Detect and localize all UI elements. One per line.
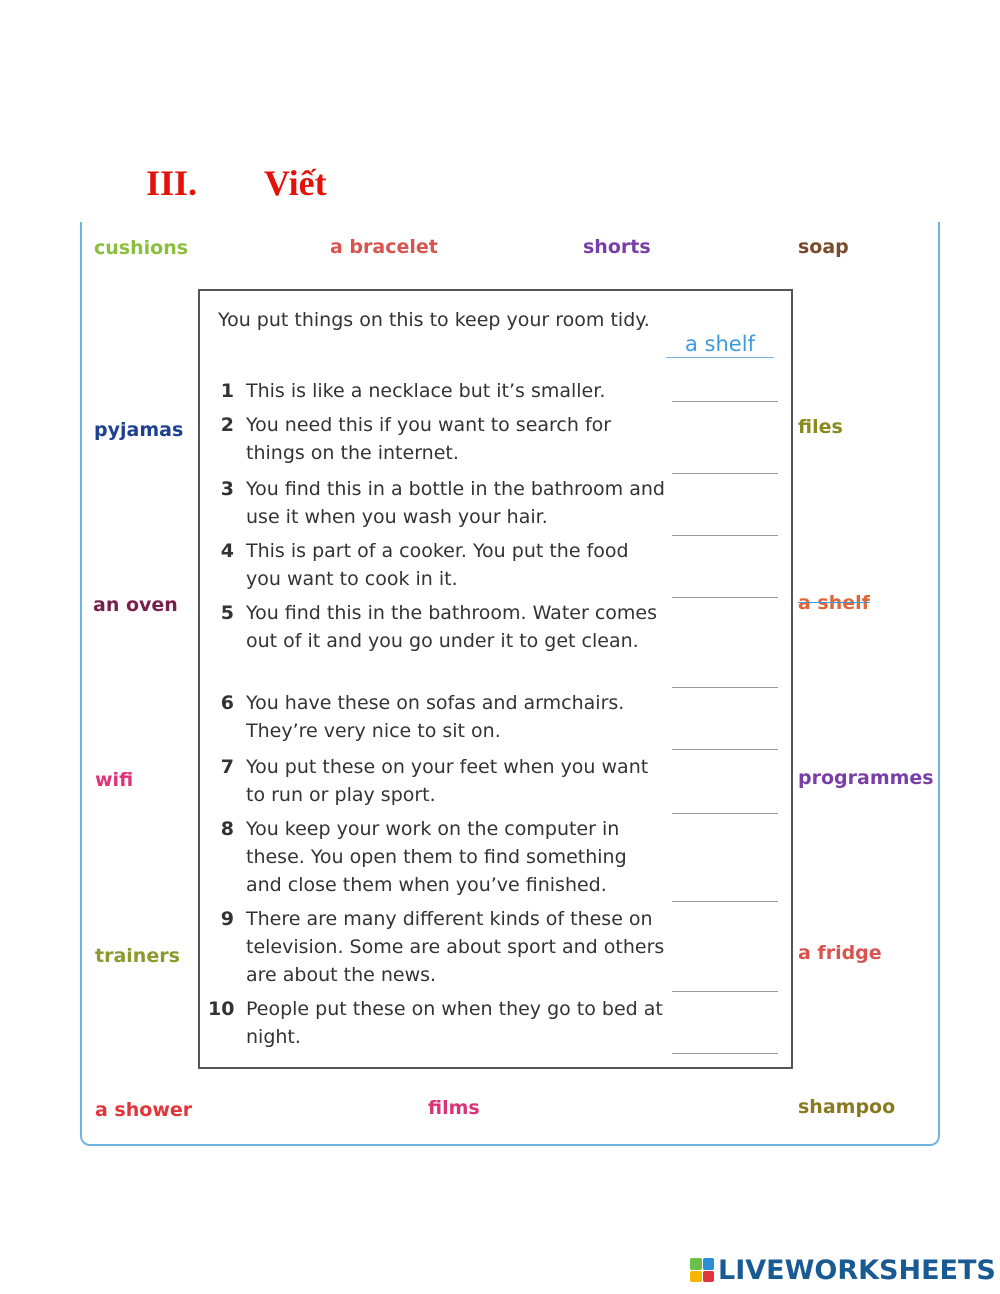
answer-input-9[interactable] [672, 967, 778, 992]
answer-input-5[interactable] [672, 663, 778, 688]
question-number: 8 [220, 818, 234, 840]
question-number: 1 [220, 380, 234, 402]
logo-text: LIVEWORKSHEETS [718, 1254, 996, 1286]
question-number: 4 [220, 540, 234, 562]
word-bank-item: pyjamas [94, 419, 184, 441]
word-bank-item: an oven [93, 594, 178, 616]
section-number: III. [146, 163, 198, 203]
answer-input-8[interactable] [672, 877, 778, 902]
example-question: You put things on this to keep your room tidy. [218, 309, 650, 331]
answer-input-7[interactable] [672, 789, 778, 814]
question-text: You find this in the bathroom. Water comes out of it and you go under it to get clean. [246, 602, 657, 652]
question-text: You put these on your feet when you want to run or play sport. [246, 756, 649, 806]
question-text: People put these on when they go to bed at night. [246, 998, 663, 1048]
question-number: 2 [220, 414, 234, 436]
answer-input-4[interactable] [672, 573, 778, 598]
question-text: This is like a necklace but it’s smaller. [246, 380, 606, 402]
question-number: 10 [208, 998, 235, 1020]
section-title: Viết [264, 163, 327, 203]
question-text: You have these on sofas and armchairs. They’re very nice to sit on. [246, 692, 625, 742]
question-number: 3 [220, 478, 234, 500]
word-bank-item: soap [798, 236, 849, 258]
word-bank-item: a shower [95, 1099, 193, 1121]
logo-square [690, 1258, 702, 1270]
word-bank-item: files [798, 416, 843, 438]
answer-input-2[interactable] [672, 449, 778, 474]
question-number: 5 [220, 602, 234, 624]
logo-square [703, 1258, 715, 1270]
example-answer: a shelf [666, 331, 774, 358]
answer-input-3[interactable] [672, 511, 778, 536]
question-text: You find this in a bottle in the bathroom and use it when you wash your hair. [246, 478, 665, 528]
word-bank-item: a fridge [798, 942, 882, 964]
word-bank-item: a bracelet [330, 236, 438, 258]
word-bank-item: wifi [95, 769, 134, 791]
question-text: You need this if you want to search for things on the internet. [246, 414, 612, 464]
question-number: 9 [220, 908, 234, 930]
liveworksheets-logo [690, 1252, 996, 1288]
answer-input-10[interactable] [672, 1029, 778, 1054]
section-heading [146, 162, 327, 204]
question-text: There are many different kinds of these on television. Some are about sport and others are about the news. [246, 908, 665, 986]
question-number: 6 [220, 692, 234, 714]
word-bank-item: films [428, 1097, 480, 1119]
question-text: This is part of a cooker. You put the food you want to cook in it. [246, 540, 629, 590]
logo-square [703, 1271, 715, 1283]
questions-box [198, 289, 793, 1069]
liveworksheets-icon [690, 1258, 714, 1282]
answer-input-6[interactable] [672, 725, 778, 750]
word-bank-item: trainers [95, 945, 180, 967]
word-bank-item: cushions [94, 237, 189, 259]
question-number: 7 [220, 756, 234, 778]
word-bank-item: shampoo [798, 1096, 896, 1118]
word-bank-item: programmes [798, 767, 934, 789]
question-text: You keep your work on the computer in these. You open them to find something and close them when you’ve finished. [246, 818, 627, 896]
word-bank-item: shorts [583, 236, 651, 258]
answer-input-1[interactable] [672, 377, 778, 402]
logo-square [690, 1271, 702, 1283]
word-bank-item-crossed: a shelf [798, 592, 870, 614]
